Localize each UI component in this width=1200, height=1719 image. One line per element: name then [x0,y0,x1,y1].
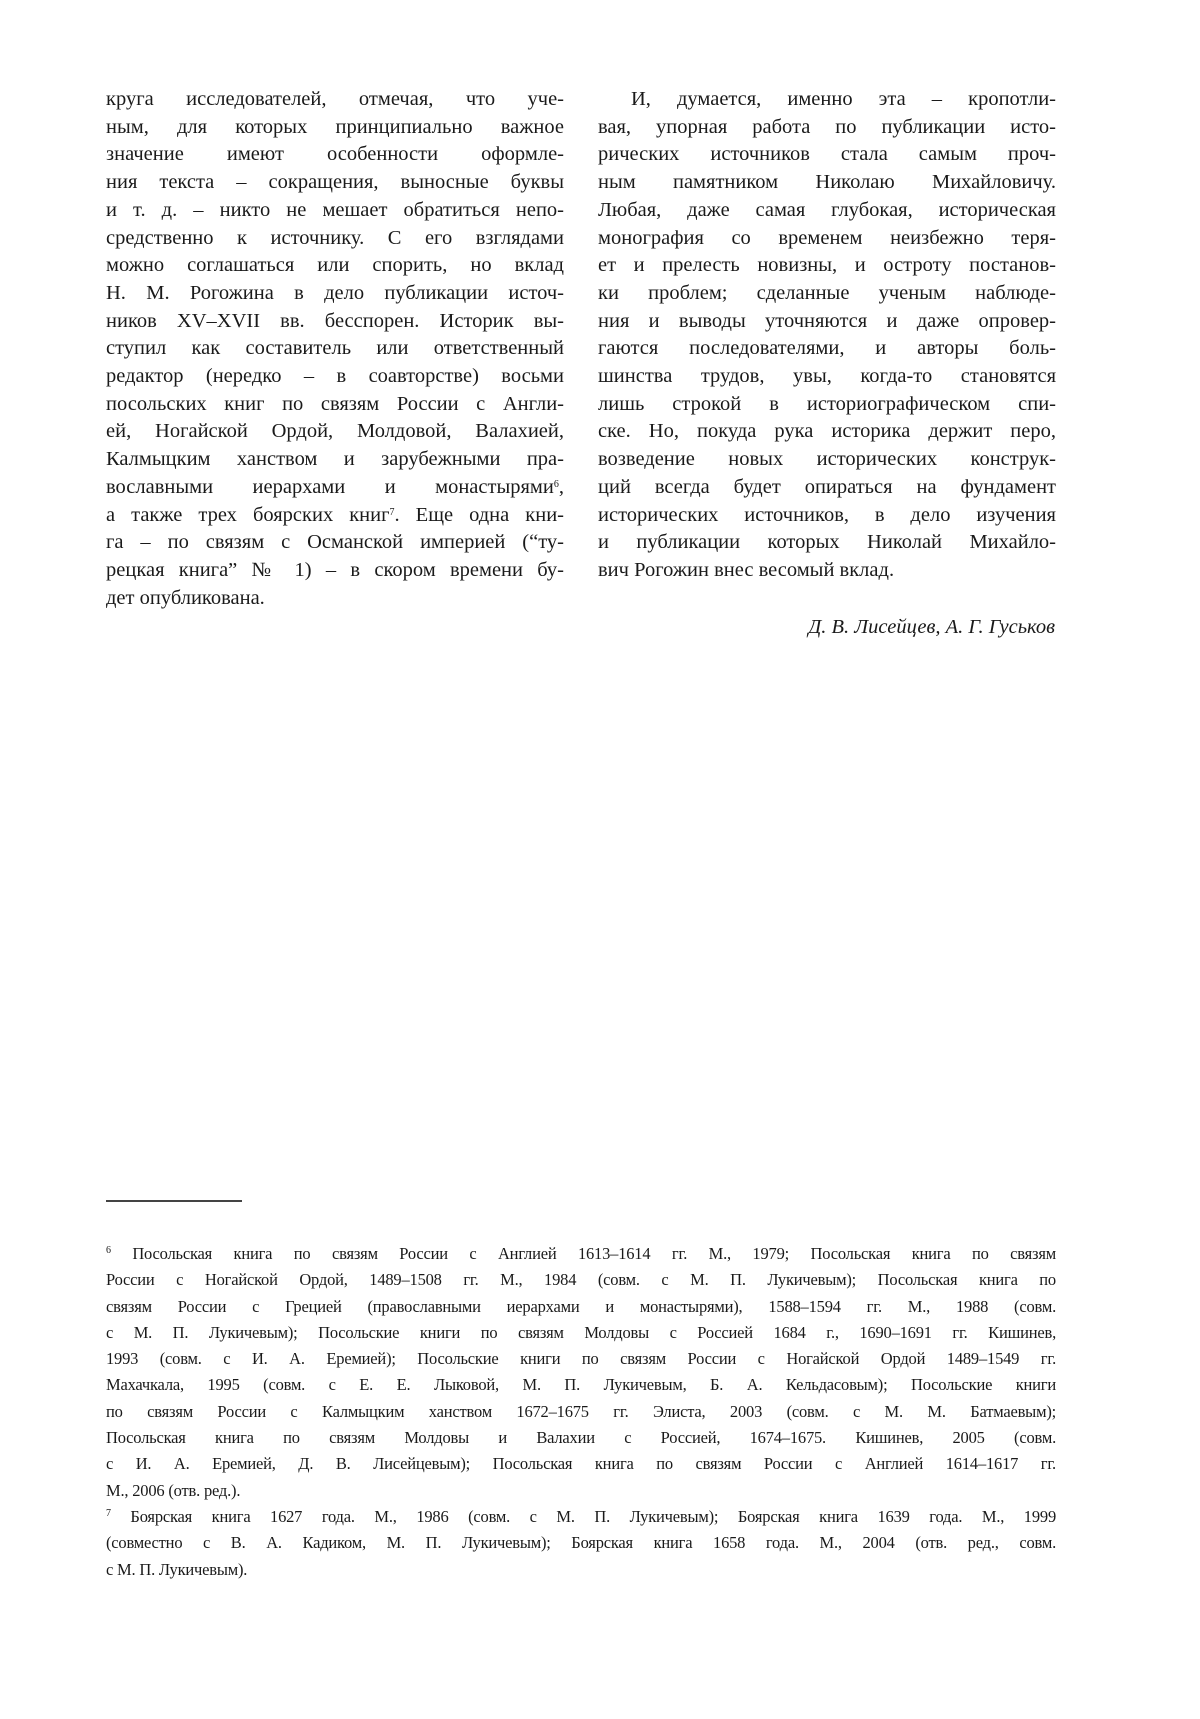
right-column [598,86,1056,585]
text-line: исторических источников, в дело изучения [598,502,1056,530]
text-line: гаются последователями, и авторы боль- [598,335,1056,363]
text-line: шинства трудов, увы, когда-то становятся [598,363,1056,391]
footnote-number-7: 7 [106,1508,111,1519]
text-line: и т. д. – никто не мешает обратиться непо- [106,197,564,225]
text-line: редактор (нередко – в соавторстве) восьми [106,363,564,391]
text-line: вич Рогожин внес весомый вклад. [598,557,1056,585]
footnote-line: с М. П. Лукичевым); Посольские книги по связям Молдовы с Россией 1684 г., 1690–1691 гг. Кишинев, [106,1320,1056,1346]
text-line: Любая, даже самая глубокая, историческая [598,197,1056,225]
text-line: средственно к источнику. С его взглядами [106,225,564,253]
text-line: И, думается, именно эта – кропотли- [598,86,1056,114]
text-line: ния и выводы уточняются и даже опровер- [598,308,1056,336]
text-line: круга исследователей, отмечая, что уче- [106,86,564,114]
text-segment: . Еще одна кни- [395,504,564,526]
footnote-line: Посольская книга по связям Молдовы и Валахии с Россией, 1674–1675. Кишинев, 2005 (совм. [106,1425,1056,1451]
text-line: ников XV–XVII вв. бесспорен. Историк вы- [106,308,564,336]
footnote-divider [106,1200,242,1202]
text-segment: Посольская книга по связям России с Англией 1613–1614 гг. М., 1979; Посольская книга по связям [132,1244,1056,1263]
text-line: ным памятником Николаю Михайловичу. [598,169,1056,197]
text-line: ет и прелесть новизны, и остроту постанов- [598,252,1056,280]
text-line: рических источников стала самым проч- [598,141,1056,169]
footnote-line [106,1241,1056,1267]
text-segment: а также трех боярских книг [106,504,390,526]
text-line: га – по связям с Османской империей (“ту- [106,529,564,557]
footnote-line [106,1504,1056,1530]
author-signature: Д. В. Лисейцев, А. Г. Гуськов [808,614,1055,642]
text-line: дет опубликована. [106,585,564,613]
text-line: вая, упорная работа по публикации исто- [598,114,1056,142]
text-line: возведение новых исторических конструк- [598,446,1056,474]
footnote-ref-6[interactable]: 6 [554,479,559,490]
text-line: ей, Ногайской Ордой, Молдовой, Валахией, [106,418,564,446]
text-line: ступил как составитель или ответственный [106,335,564,363]
footnote-line: с И. А. Еремией, Д. В. Лисейцевым); Посольская книга по связям России с Англией 1614–1617 гг. [106,1451,1056,1477]
footnote-line: с М. П. Лукичевым). [106,1557,1056,1583]
footnote-line: Махачкала, 1995 (совм. с Е. Е. Лыковой, М. П. Лукичевым, Б. А. Кельдасовым); Посольские книги [106,1372,1056,1398]
text-line: можно соглашаться или спорить, но вклад [106,252,564,280]
text-line: монография со временем неизбежно теря- [598,225,1056,253]
footnote-line: 1993 (совм. с И. А. Еремией); Посольские книги по связям России с Ногайской Ордой 1489–1549 гг. [106,1346,1056,1372]
text-line: ки проблем; сделанные ученым наблюде- [598,280,1056,308]
text-line: ций всегда будет опираться на фундамент [598,474,1056,502]
text-line: Н. М. Рогожина в дело публикации источ- [106,280,564,308]
text-line [106,474,564,502]
footnote-line: по связям России с Калмыцким ханством 1672–1675 гг. Элиста, 2003 (совм. с М. М. Батмаевым); [106,1399,1056,1425]
footnote-ref-7[interactable]: 7 [390,507,395,518]
text-line: ния текста – сокращения, выносные буквы [106,169,564,197]
text-line: рецкая книга” № 1) – в скором времени бу- [106,557,564,585]
text-line: Калмыцким ханством и зарубежными пра- [106,446,564,474]
footnote-number-6: 6 [106,1245,111,1256]
text-line [106,502,564,530]
footnote-line: М., 2006 (отв. ред.). [106,1478,1056,1504]
text-line: и публикации которых Николай Михайло- [598,529,1056,557]
footnote-line: связям России с Грецией (православными иерархами и монастырями), 1588–1594 гг. М., 1988 (совм. [106,1294,1056,1320]
footnote-line: (совместно с В. А. Кадиком, М. П. Лукичевым); Боярская книга 1658 года. М., 2004 (отв. ред., совм. [106,1530,1056,1556]
text-line: ным, для которых принципиально важное [106,114,564,142]
text-line: значение имеют особенности оформле- [106,141,564,169]
text-segment: Боярская книга 1627 года. М., 1986 (совм. с М. П. Лукичевым); Боярская книга 1639 года. М., 1999 [130,1507,1056,1526]
text-line: ске. Но, покуда рука историка держит перо, [598,418,1056,446]
left-column [106,86,564,612]
text-line: лишь строкой в историографическом спи- [598,391,1056,419]
text-segment: , [559,476,564,498]
footnote-line: России с Ногайской Ордой, 1489–1508 гг. М., 1984 (совм. с М. П. Лукичевым); Посольская книга по [106,1267,1056,1293]
text-segment: вославными иерархами и монастырями [106,476,554,498]
footnotes [106,1241,1056,1583]
text-line: посольских книг по связям России с Англи- [106,391,564,419]
